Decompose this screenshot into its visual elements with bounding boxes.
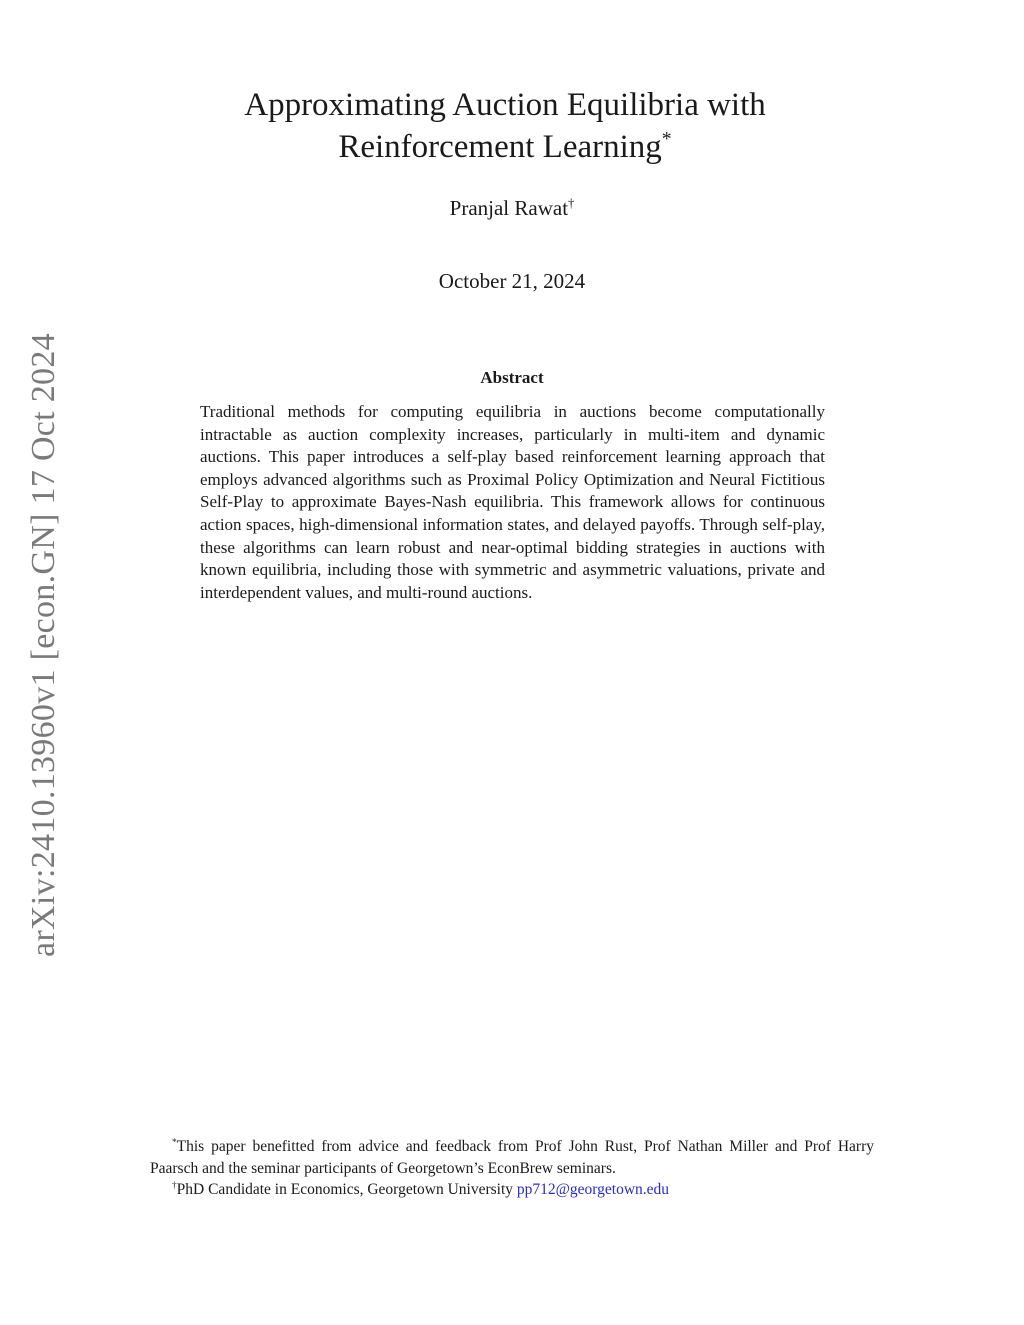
author-footnote-mark: † xyxy=(568,196,575,210)
paper-title xyxy=(150,84,860,168)
footnote-mark: * xyxy=(172,1137,177,1148)
footnote-mark: † xyxy=(172,1180,177,1191)
title-footnote-mark: * xyxy=(661,128,672,150)
footnotes xyxy=(150,1136,874,1201)
title-line-2: Reinforcement Learning xyxy=(338,129,662,165)
paper-date: October 21, 2024 xyxy=(438,269,586,293)
arxiv-identifier-stamp: arXiv:2410.13960v1 [econ.GN] 17 Oct 2024 xyxy=(25,333,62,957)
abstract-heading: Abstract xyxy=(480,368,544,387)
footnote-text: PhD Candidate in Economics, Georgetown University xyxy=(176,1181,517,1198)
author-name xyxy=(150,194,874,222)
abstract-body: Traditional methods for computing equilibria in auctions become computationally intractable as auction complexity increases, particularly in multi-item and dynamic auctions. This paper introduces a self-play based reinforcement learning approach that employs advanced algorithms such as Proximal Policy Optimization and Neural Fictitious Self-Play to approximate Bayes-Nash equilibria. This framework allows for continuous action spaces, high-dimensional information states, and delayed payoffs. Through self-play, these algorithms can learn robust and near-optimal bidding strategies in auctions with known equilibria, including those with symmetric and asymmetric valuations, private and interdependent values, and multi-round auctions. xyxy=(200,402,825,602)
title-line-1: Approximating Auction Equilibria with xyxy=(244,87,766,123)
author-email-link[interactable]: pp712@georgetown.edu xyxy=(516,1181,670,1198)
author-name-text: Pranjal Rawat xyxy=(449,196,569,220)
footnote-affiliation xyxy=(150,1179,874,1201)
footnote-acknowledgements xyxy=(150,1136,874,1179)
footnote-text: This paper benefitted from advice and feedback from Prof John Rust, Prof Nathan Miller and Prof Harry Paarsch and the seminar participants of Georgetown’s EconBrew seminars. xyxy=(150,1138,874,1177)
